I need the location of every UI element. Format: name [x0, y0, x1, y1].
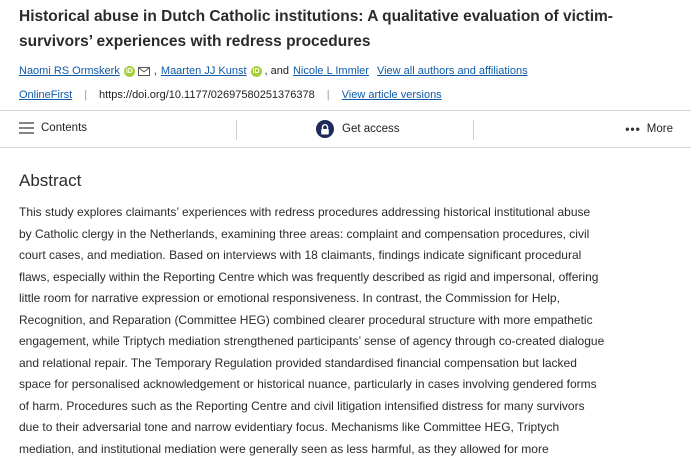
abstract-line: This study explores claimants’ experiences with redress procedures addressing historical institutional abuse [19, 205, 591, 219]
abstract-body [19, 202, 679, 460]
abstract-line: mediation, and institutional mediation were generally seen as less harmful, as they allowed for more [19, 441, 549, 456]
orcid-icon[interactable]: iD [125, 67, 133, 75]
abstract-line: space for personalised acknowledgement or historical nuance, particularly in cases involving gendered forms [19, 377, 597, 391]
author-separator: , [153, 65, 157, 77]
menu-icon [19, 122, 34, 134]
abstract-heading: Abstract [19, 171, 82, 190]
author-list [19, 65, 528, 77]
more-button[interactable] [625, 122, 673, 136]
author-link-kunst[interactable]: Maarten JJ Kunst [160, 65, 247, 77]
abstract-line: due to their adversarial tone and narrow evidentiary focus. Mechanisms like Committee HEG, Triptych [19, 420, 560, 434]
abstract-line: engagement, while Triptych mediation strengthened participants’ sense of agency through co-created dialogue [19, 334, 605, 348]
view-versions-link[interactable]: View article versions [341, 89, 442, 101]
toolbar-divider [236, 120, 237, 140]
meta-divider: | [84, 89, 88, 101]
article-toolbar [0, 110, 691, 148]
view-all-authors-link[interactable]: View all authors and affiliations [376, 65, 528, 77]
meta-divider: | [326, 89, 330, 101]
abstract-line: flaws, especially within the Reporting Centre which was frequently described as rigid and impersonal, offering [19, 269, 599, 284]
get-access-button[interactable] [316, 120, 400, 138]
lock-icon [316, 120, 334, 138]
get-access-label: Get access [342, 123, 400, 135]
doi-text[interactable]: https://doi.org/10.1177/02697580251376378 [99, 89, 315, 101]
abstract-line: and relational repair. The Temporary Regulation provided standardised financial compensation but lacked [19, 355, 577, 370]
online-first-link[interactable]: OnlineFirst [19, 89, 73, 101]
article-title: Historical abuse in Dutch Catholic institutions: A qualitative evaluation of victim-survivors’ experiences with redress procedures [19, 8, 613, 50]
more-label: More [646, 123, 673, 135]
contents-button[interactable] [19, 122, 87, 134]
article-meta [19, 89, 442, 101]
contents-label: Contents [41, 122, 88, 134]
toolbar-divider [473, 120, 474, 140]
more-dots-icon: ••• [625, 122, 641, 136]
abstract-line: of harm. Procedures such as the Reporting Centre and civil litigation intensified distress for many survivors [19, 398, 585, 413]
author-link-immler[interactable]: Nicole L Immler [292, 65, 369, 77]
author-separator: , and [264, 65, 289, 77]
mail-icon[interactable] [138, 67, 150, 76]
abstract-line: court cases, and mediation. Based on interviews with 18 claimants, findings indicate significant procedural [19, 248, 582, 262]
abstract-line: little room for narrative expression or emotional responsiveness. In contrast, the Commission for Help, [19, 291, 560, 305]
author-link-ormskerk[interactable]: Naomi RS Ormskerk [19, 65, 120, 77]
orcid-icon[interactable]: iD [252, 67, 260, 75]
abstract-line: by Catholic clergy in the Netherlands, examining three areas: complaint and compensation procedures, civil [19, 226, 590, 241]
abstract-line: Recognition, and Reparation (Committee HEG) combined clearer procedural structure with more empathetic [19, 312, 593, 327]
